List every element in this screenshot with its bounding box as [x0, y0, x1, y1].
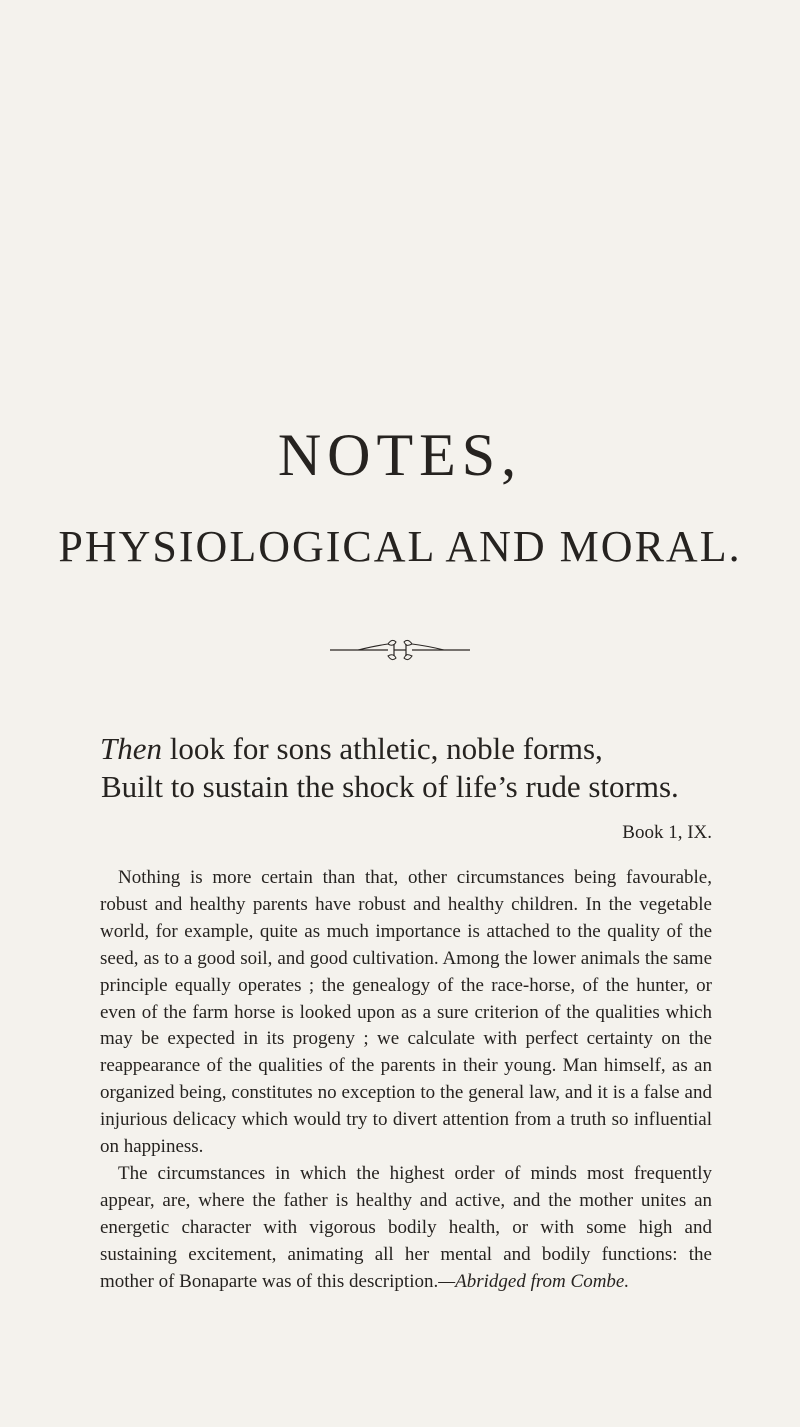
body-text	[100, 865, 712, 1296]
source-attribution: —Abridged from Combe.	[438, 1270, 630, 1292]
page-title: NOTES,	[277, 422, 523, 488]
body-paragraph-2-text: The circumstances in which the highest order of minds most frequently appear, are, where the father is healthy and active, and the mother unites an energetic character with vigorous bodily health, or with some high and sustaining excitement, animating all her mental and bodily functions: the mother of Bonaparte was of this description.	[100, 1162, 712, 1292]
epigraph-line-1	[100, 730, 740, 768]
body-paragraph-2	[100, 1161, 712, 1296]
page-subtitle: PHYSIOLOGICAL AND MORAL.	[58, 522, 742, 571]
epigraph-line-1-rest: look for sons athletic, noble forms,	[162, 731, 603, 766]
body-paragraph-1: Nothing is more certain than that, other circumstances being favourable, robust and healthy parents have robust and healthy children. In the vegetable world, for example, quite as much importance is attached to the quality of the seed, as to a good soil, and good cultivation. Among the lower animals the same principle equally operates ; the genealogy of the race-horse, of the hunter, or even of the farm horse is looked upon as a sure criterion of the qualities which may be expected in its progeny ; we calculate with perfect certainty on the reappearance of the qualities of the parents in their young. Man himself, as an organized being, constitutes no exception to the general law, and it is a false and injurious delicacy which would try to divert attention from a truth so influential on happiness.	[100, 867, 712, 1158]
epigraph-citation: Book 1, IX.	[622, 822, 712, 843]
ornamental-divider-icon	[328, 636, 472, 664]
epigraph-line-2: Built to sustain the shock of life’s rude storms.	[101, 769, 679, 804]
epigraph-lead-word: Then	[100, 731, 162, 766]
